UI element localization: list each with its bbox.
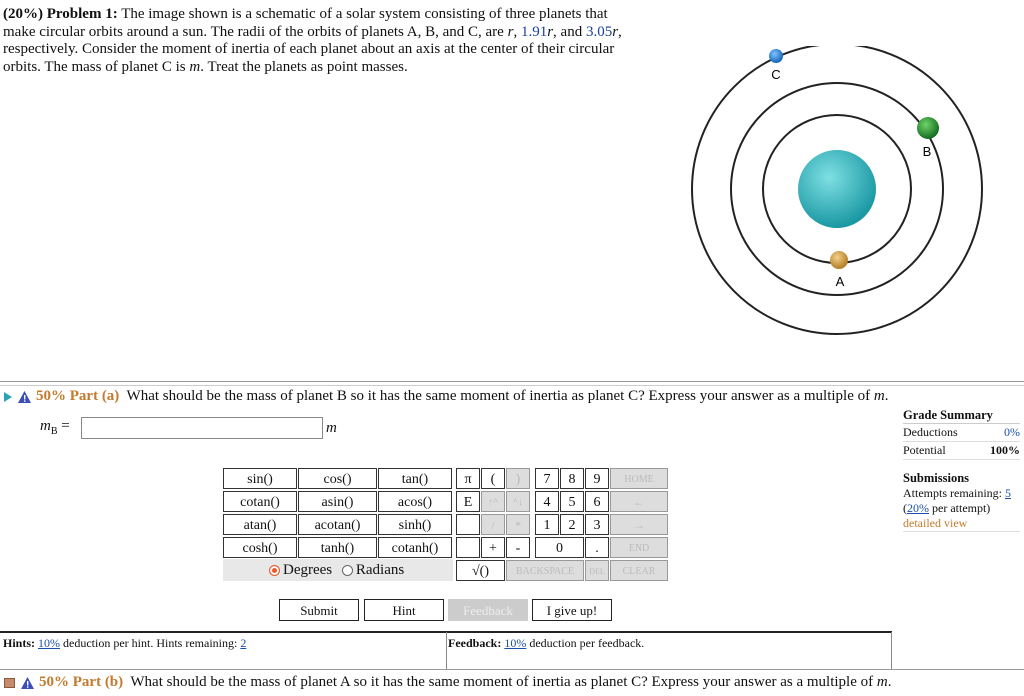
key-cotanh[interactable]: cotanh() [378,537,452,558]
divider [446,632,447,670]
part-a-label: Part (a) [69,388,120,404]
key-2[interactable]: 2 [560,514,584,535]
key-blank [456,514,480,535]
planet-b [917,117,939,139]
divider [0,385,1024,386]
key-5[interactable]: 5 [560,491,584,512]
deductions-row: Deductions 0% [903,424,1020,442]
problem-text-2: , respectively. Consider the moment of inertia of each planet about an axis at the center of their circular orbits. The mass of planet C is [3,23,622,75]
key-home[interactable]: HOME [610,468,668,489]
potential-row: Potential 100% [903,442,1020,460]
key-down[interactable]: ^↓ [506,491,530,512]
radius-c-value: 3.05 [585,23,613,40]
sun [798,150,876,228]
key-left[interactable]: ← [610,491,668,512]
radians-radio[interactable] [342,565,353,576]
hints-info: Hints: 10% deduction per hint. Hints remaining: 2 [3,636,247,650]
key-close-paren[interactable]: ) [506,468,530,489]
key-dot[interactable]: . [585,537,609,558]
grade-summary-title: Grade Summary [903,408,1020,424]
key-cotan[interactable]: cotan() [223,491,297,512]
answer-label: $m_B$ = [40,418,70,437]
radius-a: r [507,23,514,40]
degrees-option[interactable]: Degrees [269,562,332,578]
expand-arrow-icon[interactable] [4,392,12,402]
key-cosh[interactable]: cosh() [223,537,297,558]
part-a-header: 50% Part (a) What should be the mass of planet B so it has the same moment of inertia as planet C? Express your answer as a multiple of m. [4,388,1004,406]
planet-c [769,49,783,63]
part-b-label: Part (b) [72,674,124,690]
key-0[interactable]: 0 [535,537,584,558]
key-plus[interactable]: + [481,537,505,558]
key-sin[interactable]: sin() [223,468,297,489]
key-tanh[interactable]: tanh() [298,537,377,558]
detailed-view-link[interactable]: detailed view [903,516,1020,532]
problem-text-1: The image shown is a schematic of a solar system consisting of three planets that make circular orbits around a sun. The radii of the orbits of planets A, B, and C, are [3,6,608,40]
key-acotan[interactable]: acotan() [298,514,377,535]
part-b-percent: 50% [39,674,69,690]
degrees-radio[interactable] [269,565,280,576]
label-a: A [835,274,845,289]
key-pi[interactable]: π [456,468,480,489]
part-a-percent: 50% [36,388,66,404]
per-attempt: (20% per attempt) [903,501,991,515]
key-1[interactable]: 1 [535,514,559,535]
mass-var: m [189,58,201,75]
key-8[interactable]: 8 [560,468,584,489]
warning-icon [18,391,31,403]
key-sinh[interactable]: sinh() [378,514,452,535]
key-e[interactable]: E [456,491,480,512]
key-tan[interactable]: tan() [378,468,452,489]
grade-summary [903,408,1020,460]
attempts-remaining: Attempts remaining: 5 [903,486,1011,500]
key-7[interactable]: 7 [535,468,559,489]
orbit-diagram [690,46,990,341]
part-a-question: What should be the mass of planet B so it has the same moment of inertia as planet C? Express your answer as a multiple of [126,388,874,404]
label-b: B [922,144,932,159]
warning-icon [21,677,34,689]
problem-heading: (20%) Problem 1: [3,6,118,22]
answer-unit: m [326,420,337,436]
angle-mode [223,559,453,581]
key-acos[interactable]: acos() [378,491,452,512]
submit-button[interactable]: Submit [279,599,359,621]
key-atan[interactable]: atan() [223,514,297,535]
divider [0,669,1024,670]
key-minus[interactable]: - [506,537,530,558]
submissions-panel [903,471,1020,532]
feedback-button[interactable]: Feedback [448,599,528,621]
planet-a [830,251,848,269]
radians-option[interactable]: Radians [342,562,404,578]
answer-input[interactable] [81,417,323,439]
key-4[interactable]: 4 [535,491,559,512]
key-open-paren[interactable]: ( [481,468,505,489]
key-multiply[interactable]: * [506,514,530,535]
key-end[interactable]: END [610,537,668,558]
key-del[interactable]: DEL [585,560,609,581]
divider [0,381,1024,382]
key-asin[interactable]: asin() [298,491,377,512]
key-clear[interactable]: CLEAR [610,560,668,581]
key-9[interactable]: 9 [585,468,609,489]
radius-b-value: 1.91 [520,23,548,40]
problem-statement: (20%) Problem 1: The image shown is a schematic of a solar system consisting of three planets that make circular orbits around a sun. The radii of the orbits of planets A, B, and C, are r, 1.91r, and 3.05r, respectively. Consider the moment of inertia of each planet about an axis at the center of their circular orbits. The mass of planet C is m. Treat the planets as point masses. [3,6,622,75]
key-right[interactable]: → [610,514,668,535]
key-3[interactable]: 3 [585,514,609,535]
part-b-question: What should be the mass of planet A so it has the same moment of inertia as planet C? Express your answer as a multiple of [130,674,877,690]
hint-button[interactable]: Hint [364,599,444,621]
locked-icon [4,678,15,688]
key-divide[interactable]: / [481,514,505,535]
submissions-title: Submissions [903,471,970,485]
feedback-info: Feedback: 10% deduction per feedback. [448,636,645,650]
give-up-button[interactable]: I give up! [532,599,612,621]
key-blank [456,537,480,558]
key-sqrt[interactable]: √() [456,560,505,581]
key-up[interactable]: ↑^ [481,491,505,512]
problem-text-3: . Treat the planets as point masses. [200,58,408,75]
divider [891,632,892,670]
key-backspace[interactable]: BACKSPACE [506,560,584,581]
label-c: C [771,67,781,82]
key-6[interactable]: 6 [585,491,609,512]
key-cos[interactable]: cos() [298,468,377,489]
part-b-header[interactable]: 50% Part (b) What should be the mass of planet A so it has the same moment of inertia as planet C? Express your answer as a multiple of m. [4,674,1024,691]
